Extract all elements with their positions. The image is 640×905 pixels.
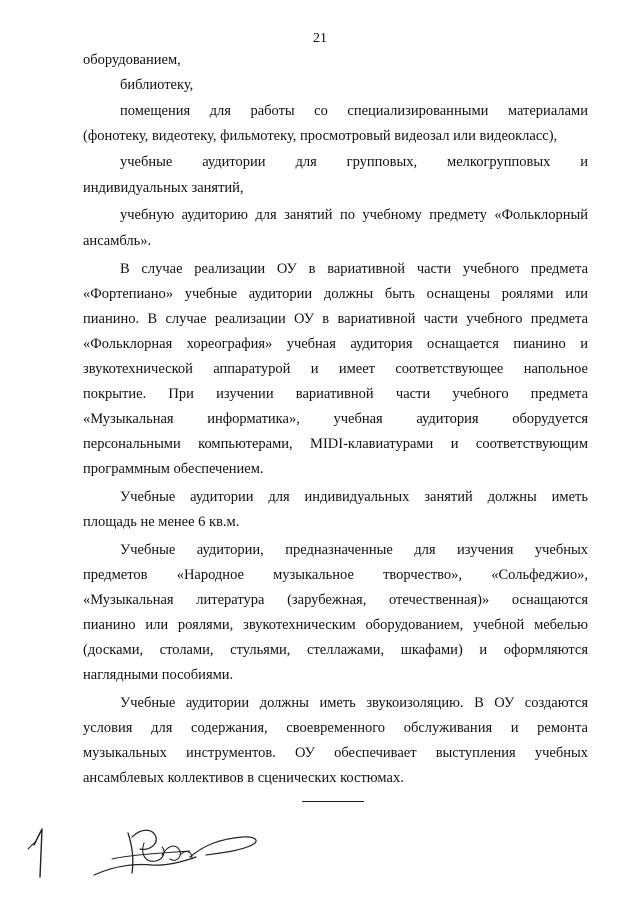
- text-line: помещения для работы со специализированными материалами: [120, 103, 588, 119]
- text-line: (фонотеку, видеотеку, фильмотеку, просмотровый видеозал или видеокласс),: [83, 128, 558, 144]
- text-line: учебную аудиторию для занятий по учебному предмету «Фольклорный: [120, 207, 588, 223]
- text-line: предметов «Народное музыкальное творчество», «Сольфеджио»,: [83, 567, 588, 583]
- text-line: ансамблевых коллективов в сценических костюмах.: [83, 770, 404, 786]
- text-line: пианино или роялями, звукотехническим оборудованием, учебной мебелью: [83, 617, 588, 633]
- text-line: (досками, столами, стульями, стеллажами, шкафами) и оформляются: [83, 642, 588, 658]
- text-line: площадь не менее 6 кв.м.: [83, 514, 240, 530]
- text-line: «Фольклорная хореография» учебная аудитория оснащается пианино и: [83, 336, 588, 352]
- text-line: Учебные аудитории, предназначенные для изучения учебных: [120, 542, 588, 558]
- text-line: Учебные аудитории для индивидуальных занятий должны иметь: [120, 489, 588, 505]
- text-line: покрытие. При изучении вариативной части учебного предмета: [83, 386, 588, 402]
- text-line: ансамбль».: [83, 233, 152, 249]
- text-line: музыкальных инструментов. ОУ обеспечивает выступления учебных: [83, 745, 588, 761]
- signature: [20, 815, 280, 890]
- text-line: звукотехнической аппаратурой и имеет соответствующее напольное: [83, 361, 588, 377]
- text-line: условия для содержания, своевременного обслуживания и ремонта: [83, 720, 588, 736]
- text-line: «Музыкальная литература (зарубежная, отечественная)» оснащаются: [83, 592, 588, 608]
- text-line: Учебные аудитории должны иметь звукоизоляцию. В ОУ создаются: [120, 695, 588, 711]
- text-line: индивидуальных занятий,: [83, 180, 244, 196]
- text-line: библиотеку,: [120, 77, 194, 93]
- text-line: программным обеспечением.: [83, 461, 264, 477]
- separator-line: [302, 801, 364, 802]
- text-line: «Фортепиано» учебные аудитории должны быть оснащены роялями или: [83, 286, 588, 302]
- text-line: В случае реализации ОУ в вариативной части учебного предмета: [120, 261, 588, 277]
- text-line: учебные аудитории для групповых, мелкогрупповых и: [120, 154, 588, 170]
- text-line: персональными компьютерами, MIDI-клавиатурами и соответствующим: [83, 436, 588, 452]
- text-line: наглядными пособиями.: [83, 667, 234, 683]
- text-line: «Музыкальная информатика», учебная аудитория оборудуется: [83, 411, 588, 427]
- text-line: оборудованием,: [83, 52, 181, 68]
- text-line: пианино. В случае реализации ОУ в вариативной части учебного предмета: [83, 311, 588, 327]
- page-number: 21: [313, 31, 327, 46]
